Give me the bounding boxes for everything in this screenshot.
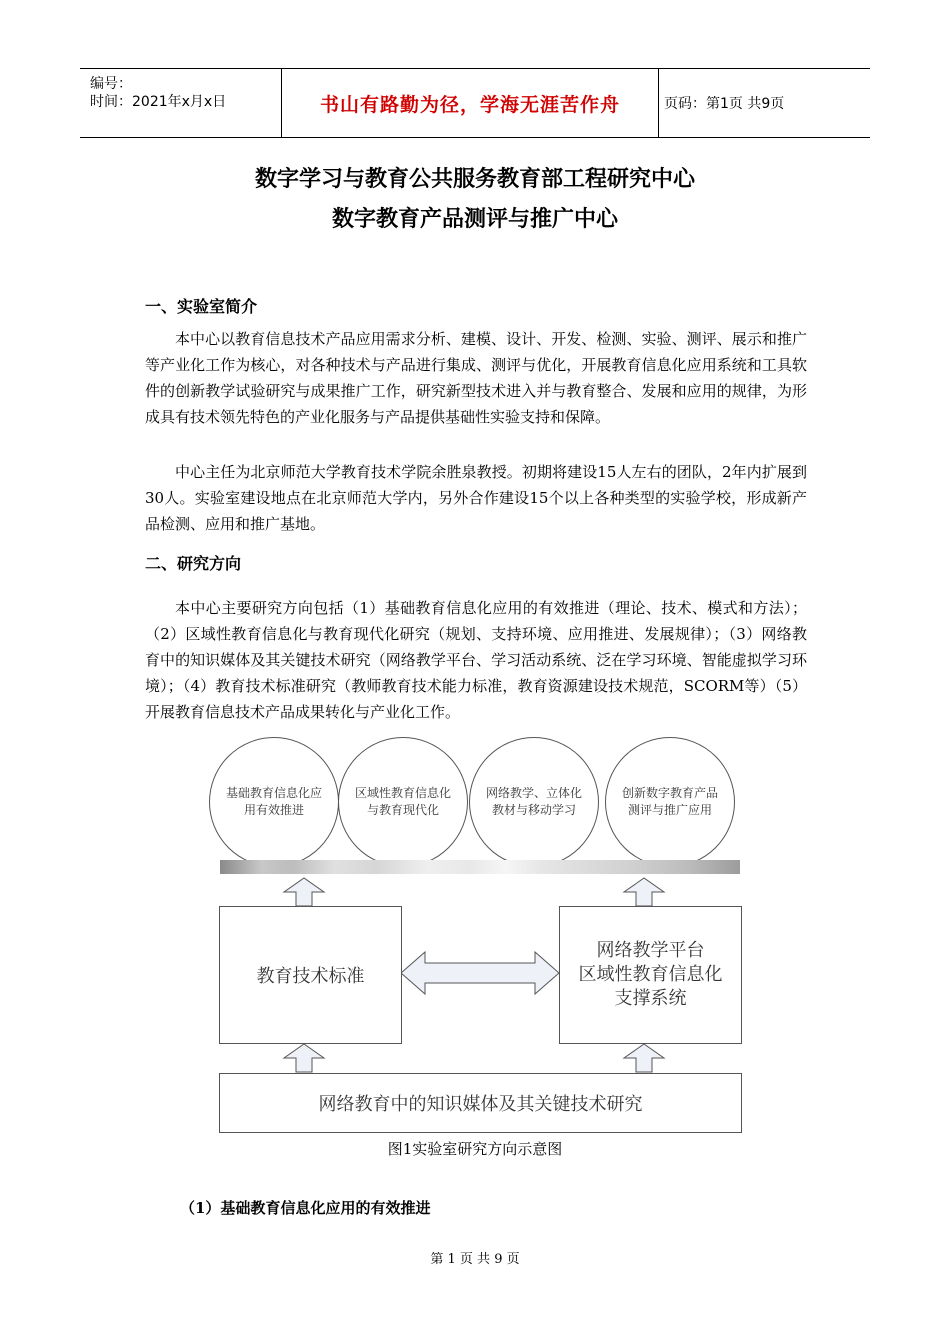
education-standard-box bbox=[219, 906, 402, 1044]
education-standard-label: 教育技术标准 bbox=[256, 966, 365, 987]
title-line-2: 数字教育产品测评与推广中心 bbox=[331, 207, 618, 232]
up-arrow-right-bottom bbox=[624, 1044, 664, 1072]
knowledge-media-box bbox=[219, 1073, 742, 1133]
section-1-heading: 一、实验室简介 bbox=[145, 297, 258, 316]
up-arrow-left-bottom bbox=[284, 1044, 324, 1072]
motto: 书山有路勤为径，学海无涯苦作舟 bbox=[319, 93, 620, 116]
section-2-paragraph-1: 本中心主要研究方向包括（1）基础教育信息化应用的有效推进（理论、技术、模式和方法）；（2）区域性教育信息化与教育现代化研究（规划、支持环境、应用推进、发展规律）；（3）网络教育中的知识媒体及其关键技术研究（网络教学平台、学习活动系统、泛在学习环境、智能虚拟学习环境）；（4）教育技术标准研究（教师教育技术能力标准，教育资源建设技术规范，SCORM等）（5）开展教育信息技术产品成果转化与产业化工作。 bbox=[145, 599, 807, 721]
circle-product-evaluation-label: 创新数字教育产品测评与推广应用 bbox=[621, 786, 718, 817]
network-platform-line-2: 区域性教育信息化 bbox=[578, 964, 723, 985]
circle-regional-informatization-label: 区域性教育信息化与教育现代化 bbox=[354, 786, 451, 817]
figure-caption: 图1实验室研究方向示意图 bbox=[387, 1140, 563, 1158]
page-info: 页码：第1页 共9页 bbox=[664, 96, 785, 112]
circle-basic-education-label: 基础教育信息化应用有效推进 bbox=[225, 786, 322, 817]
up-arrow-left-top bbox=[284, 878, 324, 906]
double-arrow bbox=[401, 952, 559, 994]
section-2-heading: 二、研究方向 bbox=[145, 554, 242, 573]
network-platform-box bbox=[559, 906, 742, 1044]
section-1-paragraph-2: 中心主任为北京师范大学教育技术学院余胜泉教授。初期将建设15人左右的团队，2年内扩展到30人。实验室建设地点在北京师范大学内，另外合作建设15个以上各种类型的实验学校，形成新产品检测、应用和推广基地。 bbox=[145, 463, 807, 533]
network-platform-line-3: 支撑系统 bbox=[614, 988, 687, 1009]
subsection-heading: （1）基础教育信息化应用的有效推进 bbox=[180, 1199, 431, 1217]
circle-network-teaching-label: 网络教学、立体化教材与移动学习 bbox=[485, 786, 582, 817]
section-1-paragraph-1: 本中心以教育信息技术产品应用需求分析、建模、设计、开发、检测、实验、测评、展示和推广等产业化工作为核心，对各种技术与产品进行集成、测评与优化，开展教育信息化应用系统和工具软件的创新教学试验研究与成果推广工作，研究新型技术进入并与教育整合、发展和应用的规律，为形成具有技术领先特色的产业化服务与产品提供基础性实验支持和保障。 bbox=[145, 330, 807, 426]
page-footer: 第 1 页 共 9 页 bbox=[430, 1252, 520, 1267]
time-label: 时间：2021年x月x日 bbox=[90, 94, 227, 110]
network-platform-line-1: 网络教学平台 bbox=[596, 940, 705, 961]
up-arrow-right-top bbox=[624, 878, 664, 906]
number-label: 编号： bbox=[90, 76, 132, 92]
title-line-1: 数字学习与教育公共服务教育部工程研究中心 bbox=[254, 167, 695, 192]
knowledge-media-label: 网络教育中的知识媒体及其关键技术研究 bbox=[318, 1094, 643, 1115]
